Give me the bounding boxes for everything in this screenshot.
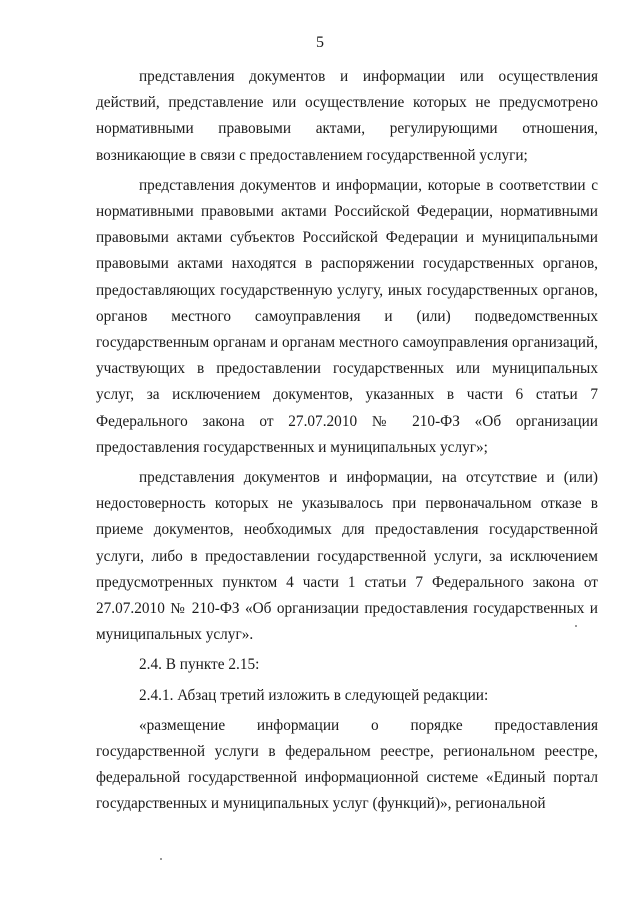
scan-speck bbox=[160, 858, 162, 860]
subsection-2-4-1: 2.4.1. Абзац третий изложить в следующей редакции: bbox=[139, 686, 489, 704]
document-body bbox=[96, 64, 598, 818]
scan-speck bbox=[575, 625, 577, 627]
section-heading-2-4: 2.4. В пункте 2.15: bbox=[139, 656, 260, 674]
page-number: 5 bbox=[316, 34, 324, 51]
paragraph-2: представления документов и информации, которые в соответствии с нормативными правовыми актами Российской Федерации, нормативными правовыми актами субъектов Российской Федерации и муниципальными правовыми актами находятся в распоряжении государственных органов, предоставляющих государственную услугу, иных государственных органов, органов местного самоуправления и (или) подведомственных государственным органам и органам местного самоуправления организаций, участвующих в предоставлении государственных или муниципальных услуг, за исключением документов, указанных в части 6 статьи 7 Федерального закона от 27.07.2010 № 210-ФЗ «Об организации предоставления государственных и муниципальных услуг»; bbox=[96, 176, 598, 456]
paragraph-3: представления документов и информации, на отсутствие и (или) недостоверность которых не указывалось при первоначальном отказе в приеме документов, необходимых для предоставления государственной услуги, либо в предоставлении государственной услуги, за исключением предусмотренных пунктом 4 части 1 статьи 7 Федерального закона от 27.07.2010 № 210-ФЗ «Об организации предоставления государственных и муниципальных услуг». bbox=[96, 469, 598, 644]
paragraph-quoted-text: «размещение информации о порядке предоставления государственной услуги в федеральном реестре, региональном реестре, федеральной государственной информационной системе «Единый портал государственных и муниципальных услуг (функций)», региональной bbox=[96, 716, 598, 813]
paragraph-1: представления документов и информации или осуществления действий, представление или осуществление которых не предусмотрено нормативными правовыми актами, регулирующими отношения, возникающие в связи с предоставлением государственной услуги; bbox=[96, 68, 598, 164]
